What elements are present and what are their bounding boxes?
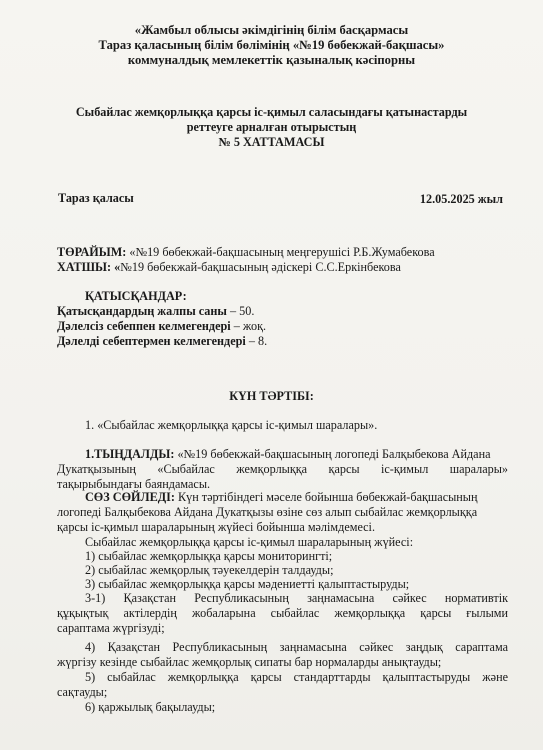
measure-item-1: 1) сыбайлас жемқорлыққа қарсы мониторингті; [85, 549, 333, 563]
place: Тараз қаласы [58, 191, 134, 205]
measure-item-3-1-c: сараптама жүргізуді; [57, 621, 165, 635]
measure-item-6: 6) қаржылық бақылауды; [85, 700, 216, 714]
measure-item-3: 3) сыбайлас жемқорлыққа қарсы мәдениетті қалыптастыруды; [85, 577, 410, 591]
attendees-no-reason-label: Дәлелсіз себеппен келмегендері [57, 319, 231, 333]
attendees-no-reason [57, 319, 266, 333]
listened-text-1: «№19 бөбекжай-бақшасының логопеді Балқыбекова Айдана [174, 447, 491, 461]
attendees-with-reason-label: Дәлелді себептермен келмегендері [57, 334, 246, 348]
attendees-heading: ҚАТЫСҚАНДАР: [85, 289, 187, 303]
measure-item-3-1-b: құқықтық актілердің жобаларына сыбайлас жемқорлыққа қарсы ғылыми [57, 606, 508, 620]
title-line-3: № 5 ХАТТАМАСЫ [218, 135, 325, 149]
listened-label: 1.ТЫҢДАЛДЫ: [85, 447, 175, 461]
spoke-line-2: логопеді Балқыбекова Айдана Дукатқызы өзіне сөз алып сыбайлас жемқорлыққа [57, 505, 478, 519]
attendees-total [57, 304, 254, 318]
agenda-heading: КҮН ТӘРТІБІ: [229, 389, 314, 403]
attendees-no-reason-value: – жоқ. [230, 319, 267, 333]
date: 12.05.2025 жыл [419, 192, 503, 206]
spoke-text-1: Күн тәртібіндегі мәселе бойынша бөбекжай-бақшасының [174, 490, 478, 504]
secretary-text: №19 бөбекжай-бақшасының әдіскері С.С.Еркінбекова [120, 260, 401, 274]
agenda-item-1: 1. «Сыбайлас жемқорлыққа қарсы іс-қимыл шаралары». [85, 418, 378, 432]
measure-item-2: 2) сыбайлас жемқорлық тәуекелдерін талдауды; [85, 563, 334, 577]
spoke-label: СӨЗ СӨЙЛЕДІ: [85, 490, 175, 504]
spoke-line-3: қарсы іс-қимыл шараларының жүйесі бойынша мәлімдемесі. [57, 520, 375, 534]
measure-item-5-a: 5) сыбайлас жемқорлыққа қарсы стандарттарды қалыптастыруды және [85, 670, 508, 684]
measure-item-5-b: сақтауды; [57, 685, 108, 699]
listened-line-3: тақырыбындағы баяндамасы. [57, 477, 211, 491]
attendees-total-label: Қатысқандардың жалпы саны [57, 304, 227, 318]
title-line-2: реттеуге арналған отырыстың [186, 120, 357, 134]
chair-text: «№19 бөбекжай-бақшасының меңгерушісі Р.Б.Жумабекова [126, 245, 435, 259]
header-line-3: коммуналдық мемлекеттік қазыналық кәсіпорны [127, 53, 416, 67]
measure-item-4-a: 4) Қазақстан Республикасының заңнамасына сәйкес заңдық сараптама [85, 640, 508, 654]
secretary-label: ХАТШЫ: « [57, 260, 121, 274]
header-line-2: Тараз қаласының білім бөлімінің «№19 бөбекжай-бақшасы» [98, 38, 445, 52]
measure-item-3-1-a: 3-1) Қазақстан Республикасының заңнамасына сәйкес нормативтік [85, 591, 508, 605]
attendees-with-reason-value: – 8. [245, 334, 268, 348]
measures-intro: Сыбайлас жемқорлыққа қарсы іс-қимыл шараларының жүйесі: [85, 535, 414, 549]
attendees-total-value: – 50. [226, 304, 255, 318]
chair-line [57, 245, 435, 259]
header-line-1: «Жамбыл облысы әкімдігінің білім басқармасы [134, 23, 409, 37]
spoke-line-1 [85, 490, 478, 504]
listened-line-2: Дукатқызының «Сыбайлас жемқорлыққа қарсы іс-қимыл шаралары» [57, 462, 508, 476]
secretary-line [57, 260, 401, 274]
listened-line-1 [85, 447, 491, 461]
chair-label: ТӨРАЙЫМ: [57, 245, 127, 259]
title-line-1: Сыбайлас жемқорлыққа қарсы іс-қимыл саласындағы қатынастарды [75, 105, 468, 119]
measure-item-4-b: жүргізу кезінде сыбайлас жемқорлық сипаты бар нормаларды анықтауды; [57, 655, 442, 669]
attendees-with-reason [57, 334, 267, 348]
